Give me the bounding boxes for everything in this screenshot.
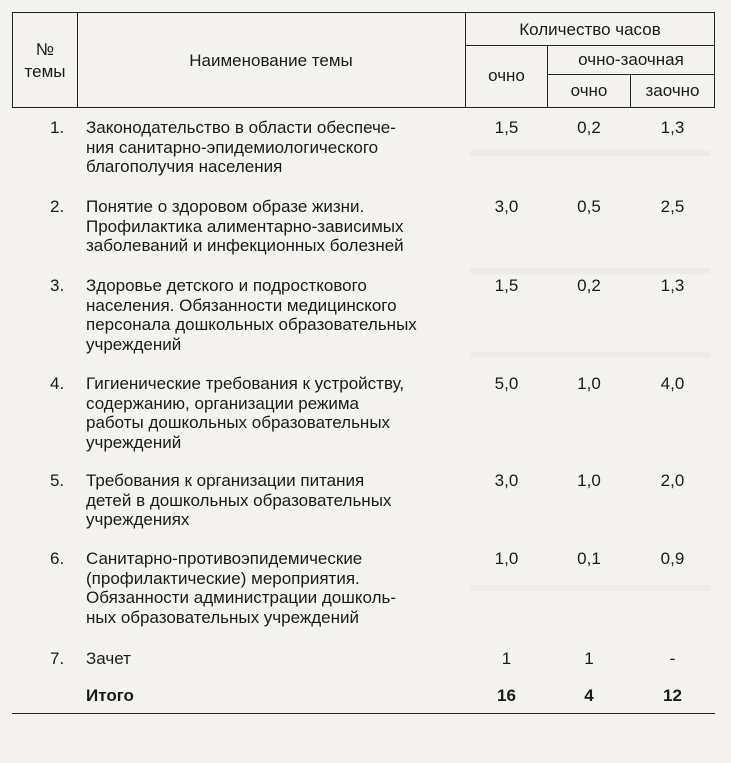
row-full-time: 1,0 [494, 549, 519, 568]
row-number: 5. [50, 471, 65, 490]
header-part-time: очно-заочная [578, 50, 684, 69]
row-full-time: 1 [501, 649, 512, 668]
row-part-time-in: 0,2 [577, 276, 601, 295]
row-title: Зачет [86, 649, 131, 668]
header-num: темы [24, 62, 66, 81]
total-part-time-out: 12 [663, 686, 682, 705]
row-part-time-in: 1,0 [577, 374, 601, 393]
row-title: Здоровье детского и подросткового населения. Обязанности медицинского персонала дошкольных образовательных учреждений [86, 276, 417, 354]
row-part-time-in: 0,2 [577, 118, 601, 137]
row-part-time-out: 0,9 [660, 549, 685, 568]
table-bottom-rule [12, 713, 715, 714]
header-num: № [35, 40, 55, 59]
header-part-time-in: очно [570, 81, 608, 100]
row-part-time-in: 0,1 [577, 549, 601, 568]
row-title: Понятие о здоровом образе жизни. Профилактика алиментарно-зависимых заболеваний и инфекционных болезней [86, 197, 404, 255]
row-full-time: 3,0 [494, 197, 519, 216]
row-part-time-in: 1 [584, 649, 594, 668]
row-title: Законодательство в области обеспече- ния санитарно-эпидемиологического благополучия населения [86, 118, 396, 176]
total-label: Итого [86, 686, 134, 705]
bleed-through [470, 268, 710, 274]
total-part-time-in: 4 [584, 686, 594, 705]
bleed-through [470, 585, 710, 591]
row-part-time-out: 2,5 [660, 197, 685, 216]
row-part-time-out: 1,3 [660, 276, 685, 295]
header-topic-name: Наименование темы [189, 51, 353, 70]
row-number: 4. [50, 374, 65, 393]
row-number: 7. [50, 649, 65, 668]
row-title: Гигиенические требования к устройству, содержанию, организации режима работы дошкольных образовательных учреждений [86, 374, 405, 452]
row-title: Требования к организации питания детей в дошкольных образовательных учреждениях [86, 471, 392, 529]
row-part-time-out: 1,3 [660, 118, 685, 137]
row-title: Санитарно-противоэпидемические (профилактические) мероприятия. Обязанности администрации дошколь- ных образовательных учреждений [86, 549, 397, 627]
total-full-time: 16 [497, 686, 516, 705]
header-part-time-out: заочно [645, 81, 700, 100]
row-full-time: 1,5 [494, 276, 519, 295]
row-number: 3. [50, 276, 65, 295]
row-full-time: 1,5 [494, 118, 519, 137]
row-part-time-out: 4,0 [660, 374, 685, 393]
row-number: 2. [50, 197, 65, 216]
row-number: 1. [50, 118, 65, 137]
row-part-time-in: 0,5 [577, 197, 601, 216]
row-number: 6. [50, 549, 65, 568]
row-part-time-in: 1,0 [577, 471, 601, 490]
row-part-time-out: 2,0 [660, 471, 685, 490]
row-full-time: 3,0 [494, 471, 519, 490]
row-part-time-out: - [669, 649, 676, 668]
header-full-time: очно [488, 66, 525, 85]
row-full-time: 5,0 [494, 374, 519, 393]
bleed-through [470, 352, 710, 358]
bleed-through [470, 150, 710, 156]
header-hours: Количество часов [519, 20, 661, 39]
